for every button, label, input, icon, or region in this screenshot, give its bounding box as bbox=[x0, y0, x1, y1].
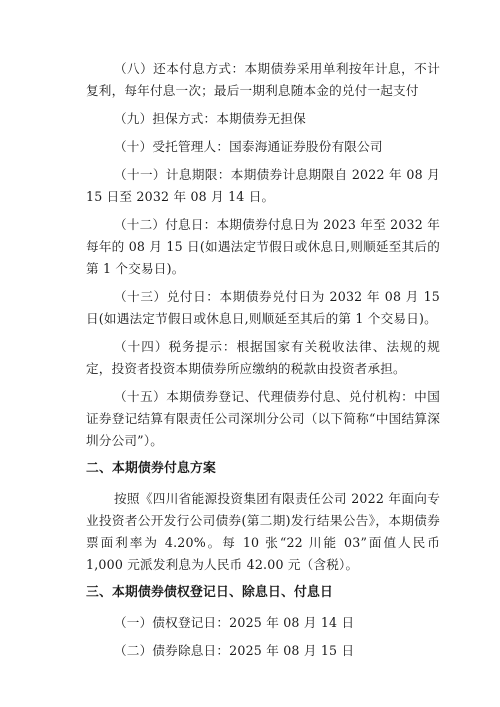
record-date-line: （一）债权登记日：2025 年 08 月 14 日 bbox=[114, 615, 355, 630]
clause-9-guarantee: （九）担保方式：本期债券无担保 bbox=[114, 111, 306, 126]
clause-12-interest-payment-date: （十二）付息日：本期债券付息日为 2023 年至 2032 年每年的 08 月 15 日(如遇法定节假日或休息日,则顺延至其后的第 1 个交易日)。 bbox=[86, 217, 440, 276]
clause-14-tax-notice: （十四）税务提示：根据国家有关税收法律、法规的规定，投资者投资本期债券所应缴纳的税款由投资者承担。 bbox=[86, 339, 440, 376]
section-3-heading: 三、本期债券债权登记日、除息日、付息日 bbox=[86, 585, 333, 600]
ex-interest-date-line: （二）债券除息日：2025 年 08 月 15 日 bbox=[114, 643, 355, 658]
section-2-heading: 二、本期债券付息方案 bbox=[86, 461, 216, 476]
clause-13-redemption-date: （十三）兑付日：本期债券兑付日为 2032 年 08 月 15 日(如遇法定节假日或休息日,则顺延至其后的第 1 个交易日)。 bbox=[86, 289, 440, 326]
clause-15-registration-agency: （十五）本期债券登记、代理债券付息、兑付机构：中国证券登记结算有限责任公司深圳分公司（以下简称“中国结算深圳分公司”）。 bbox=[86, 389, 440, 448]
section-2-body: 按照《四川省能源投资集团有限责任公司 2022 年面向专业投资者公开发行公司债券(第二期)发行结果公告》，本期债券票面利率为 4.20%。每 10 张“22 川能 03”面值人民币 1,000 元派发利息为人民币 42.00 元（含税）。 bbox=[86, 491, 440, 572]
clause-8-repayment-method: （八）还本付息方式：本期债券采用单利按年计息，不计复利，每年付息一次；最后一期利息随本金的兑付一起支付 bbox=[86, 61, 440, 98]
clause-11-interest-period: （十一）计息期限：本期债券计息期限自 2022 年 08 月 15 日至 2032 年 08 月 14 日。 bbox=[86, 167, 440, 204]
clause-10-trustee: （十）受托管理人：国泰海通证券股份有限公司 bbox=[114, 139, 383, 154]
